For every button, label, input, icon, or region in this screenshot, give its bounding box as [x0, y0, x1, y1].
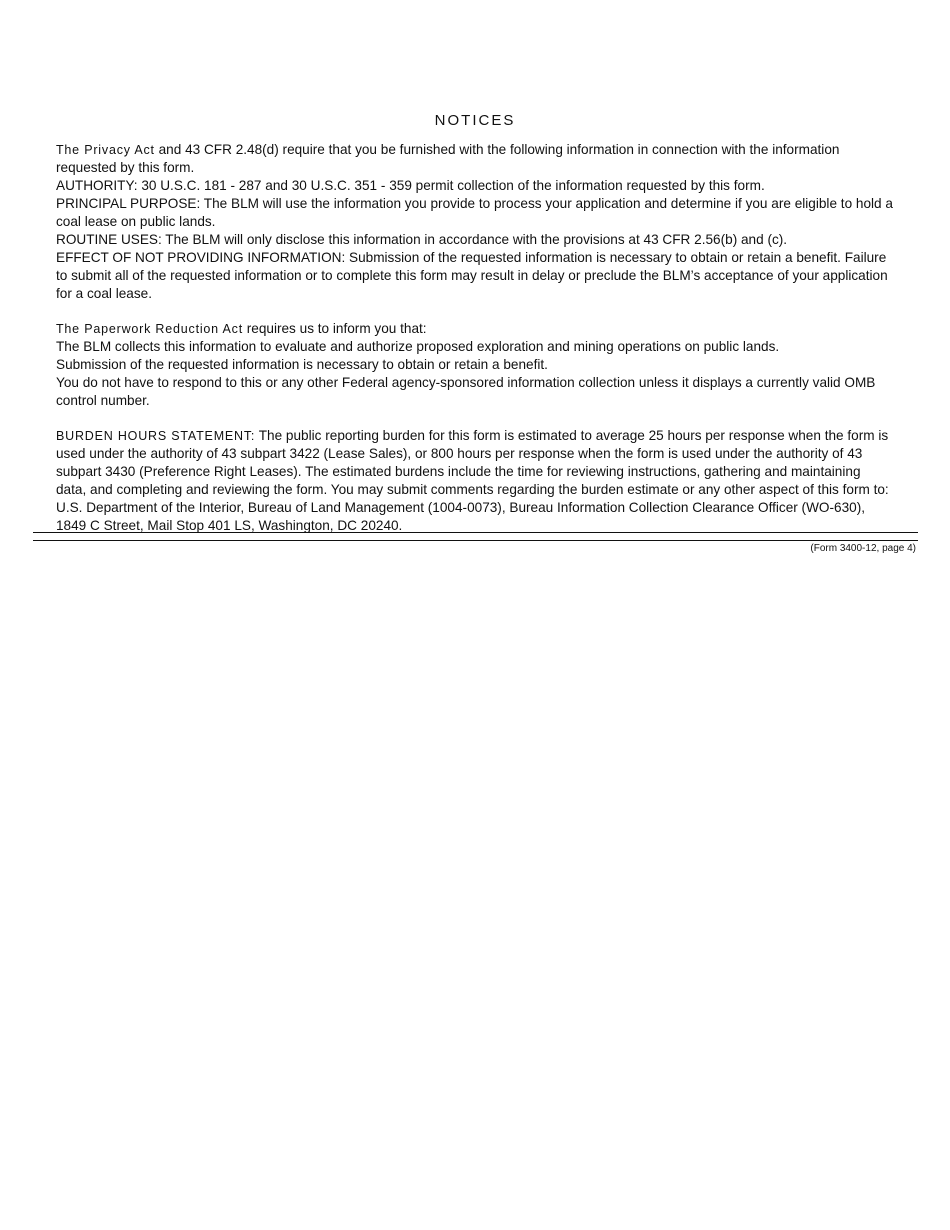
divider-line-bottom	[33, 540, 918, 541]
section-spacer	[56, 410, 894, 427]
page-title: NOTICES	[434, 112, 516, 129]
paperwork-act-intro	[56, 320, 894, 338]
privacy-act-lead: The Privacy Act	[56, 143, 155, 157]
effect-statement: EFFECT OF NOT PROVIDING INFORMATION: Submission of the requested information is necessary to obtain or retain a benefit. Failure to submit all of the requested information or to complete this form may result in delay or preclude the BLM’s acceptance of your application for a coal lease.	[56, 250, 888, 301]
paperwork-act-intro-text: requires us to inform you that:	[242, 321, 427, 336]
authority-statement: AUTHORITY: 30 U.S.C. 181 - 287 and 30 U.S.C. 351 - 359 permit collection of the information requested by this form.	[56, 178, 765, 193]
form-page-footer: (Form 3400-12, page 4)	[810, 543, 916, 554]
routine-uses-statement: ROUTINE USES: The BLM will only disclose this information in accordance with the provisions at 43 CFR 2.56(b) and (c).	[56, 232, 788, 247]
burden-hours-statement	[56, 427, 894, 535]
paperwork-line-1: The BLM collects this information to evaluate and authorize proposed exploration and mining operations on public lands.	[56, 339, 780, 354]
burden-hours-lead: BURDEN HOURS STATEMENT:	[56, 429, 256, 443]
section-spacer	[56, 303, 894, 320]
privacy-act-intro	[56, 141, 894, 177]
paperwork-line-2: Submission of the requested information is necessary to obtain or retain a benefit.	[56, 357, 548, 372]
paperwork-act-lead: The Paperwork Reduction Act	[56, 322, 243, 336]
privacy-act-intro-text: and 43 CFR 2.48(d) require that you be furnished with the following information in connection with the information requested by this form.	[56, 142, 840, 175]
principal-purpose-statement: PRINCIPAL PURPOSE: The BLM will use the information you provide to process your application and determine if you are eligible to hold a coal lease on public lands.	[56, 196, 893, 229]
paperwork-line-3: You do not have to respond to this or any other Federal agency-sponsored information collection unless it displays a currently valid OMB control number.	[56, 375, 876, 408]
notices-body	[56, 141, 894, 535]
burden-hours-text: The public reporting burden for this form is estimated to average 25 hours per response when the form is used under the authority of 43 subpart 3422 (Lease Sales), or 800 hours per response when the form is used under the authority of 43 subpart 3430 (Preference Right Leases). The estimated burdens include the time for reviewing instructions, gathering and maintaining data, and completing and reviewing the form. You may submit comments regarding the burden estimate or any other aspect of this form to: U.S. Department of the Interior, Bureau of Land Management (1004-0073), Bureau Information Collection Clearance Officer (WO-630), 1849 C Street, Mail Stop 401 LS, Washington, DC 20240.	[56, 428, 889, 533]
divider-line-top	[33, 532, 918, 533]
